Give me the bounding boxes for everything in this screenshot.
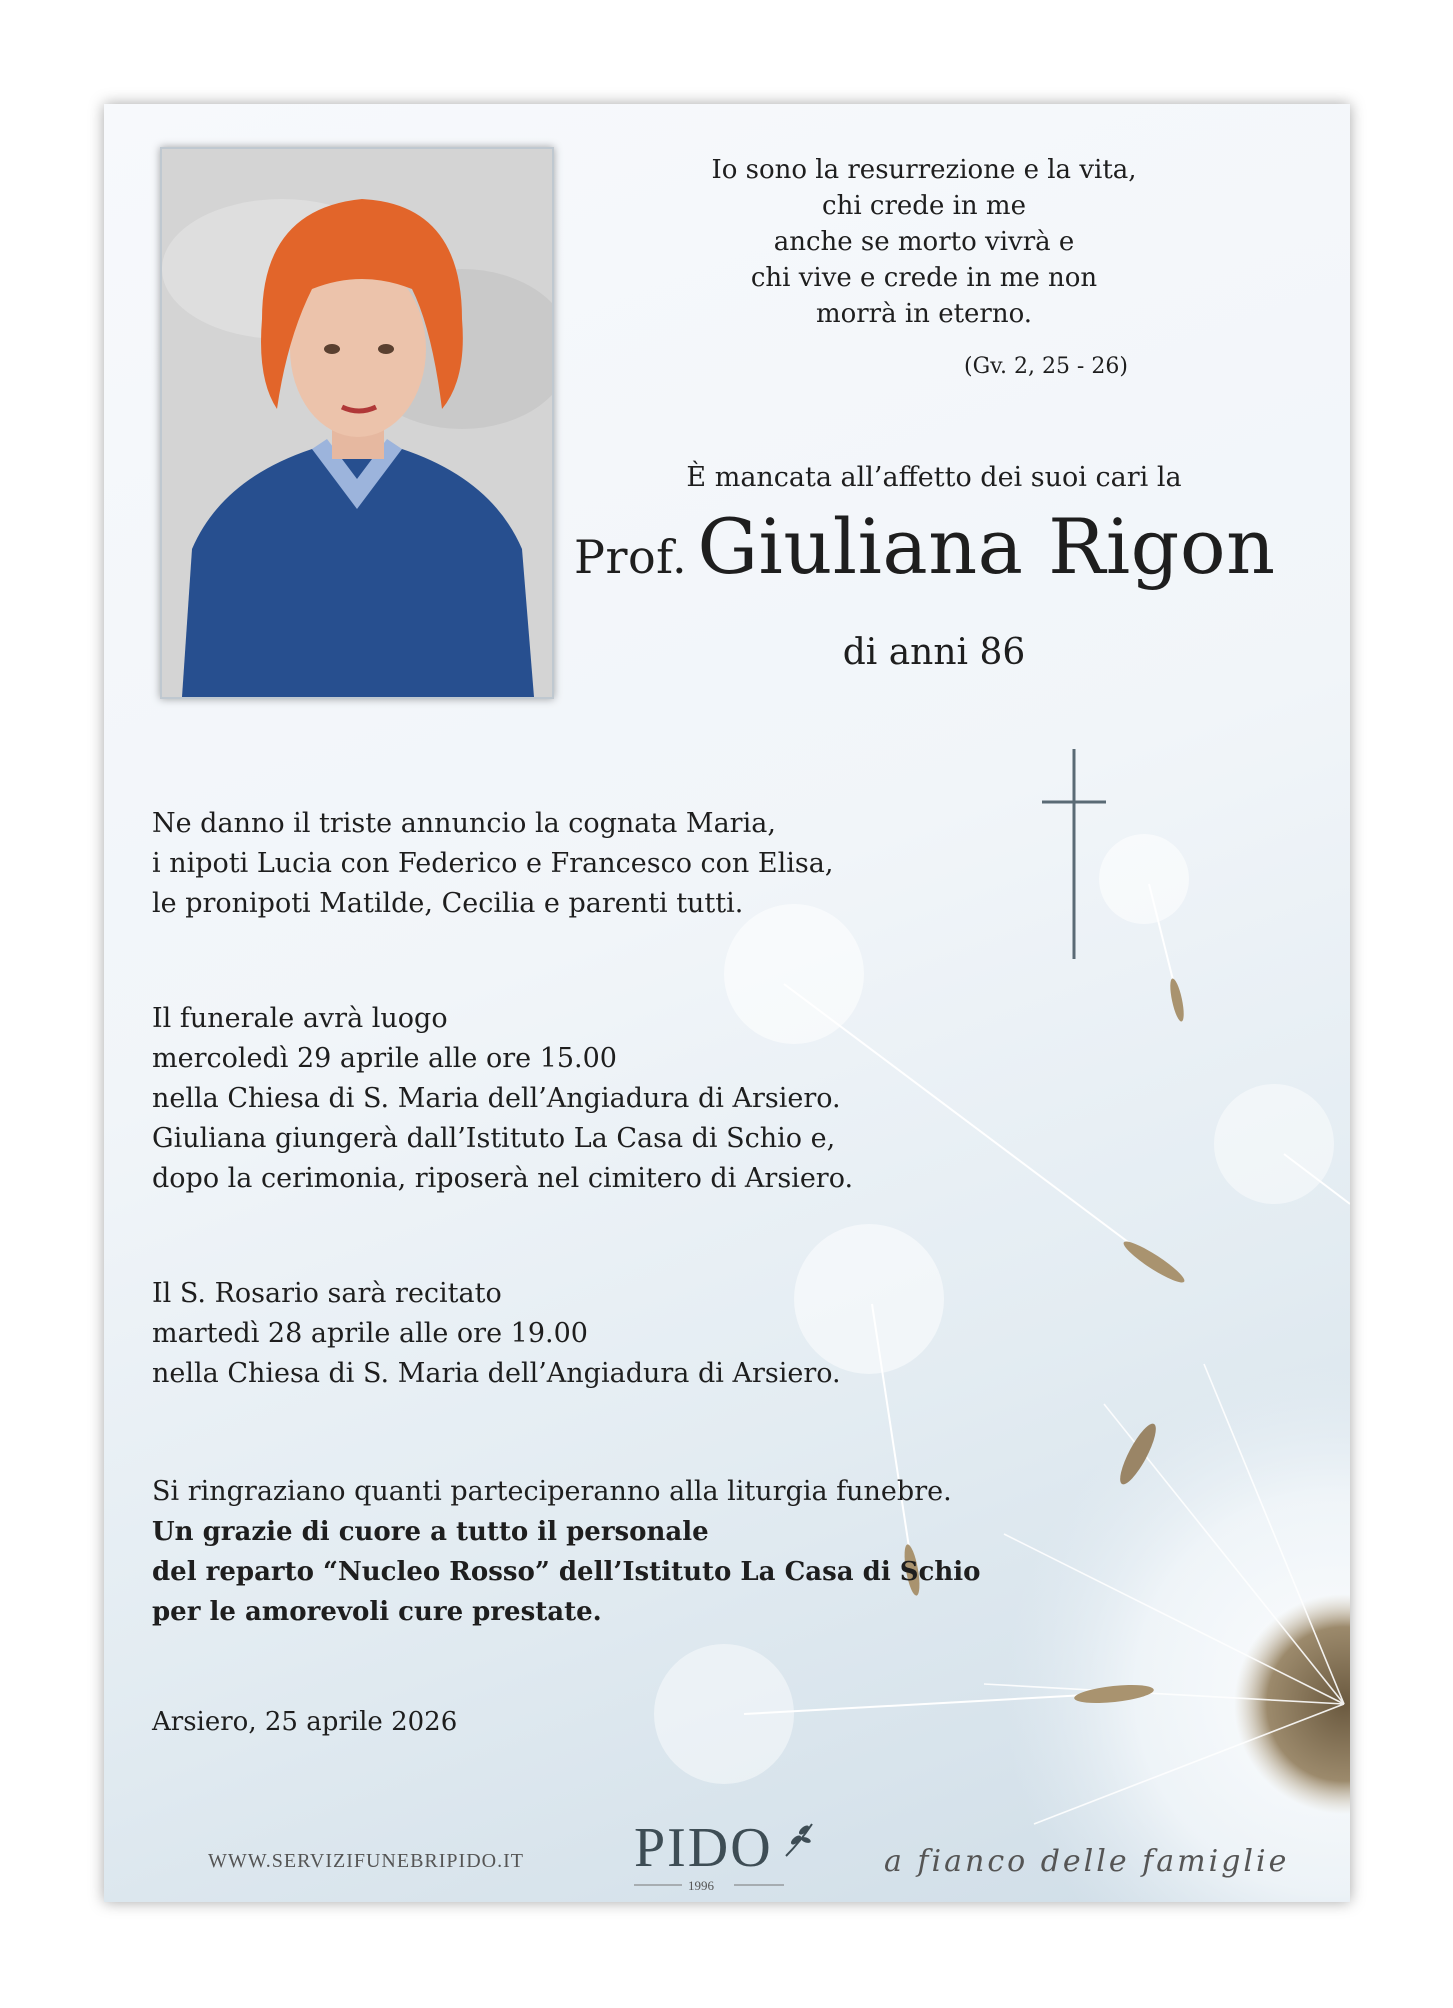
- text-line: Il S. Rosario sarà recitato: [152, 1278, 502, 1309]
- funeral-details: [152, 999, 972, 1199]
- deceased-title: Prof.: [574, 530, 688, 584]
- bible-quote: [664, 152, 1184, 332]
- quote-reference: (Gv. 2, 25 - 26): [964, 354, 1128, 379]
- text-line: nella Chiesa di S. Maria dell’Angiadura di Arsiero.: [152, 1358, 841, 1389]
- quote-line: chi crede in me: [822, 191, 1026, 221]
- tagline: a fianco delle famiglie: [884, 1844, 1290, 1879]
- text-line: Ne danno il triste annuncio la cognata Maria,: [152, 808, 776, 839]
- quote-line: chi vive e crede in me non: [750, 263, 1098, 293]
- obituary-card: [104, 104, 1350, 1902]
- place-date: Arsiero, 25 aprile 2026: [152, 1707, 458, 1737]
- family-announcement: [152, 804, 972, 924]
- announcement-intro: È mancata all’affetto dei suoi cari la: [686, 462, 1182, 493]
- deceased-age: di anni 86: [842, 632, 1026, 673]
- logo-text: PIDO: [634, 1817, 773, 1879]
- bold-line: Un grazie di cuore a tutto il personale: [152, 1517, 709, 1547]
- text-line: Giuliana giungerà dall’Istituto La Casa di Schio e,: [152, 1123, 836, 1154]
- text-line: dopo la cerimonia, riposerà nel cimitero di Arsiero.: [152, 1163, 854, 1194]
- logo-year: 1996: [688, 1878, 714, 1893]
- quote-line: anche se morto vivrà e: [773, 227, 1075, 257]
- pido-logo: [634, 1816, 814, 1896]
- quote-line: morrà in eterno.: [815, 299, 1033, 329]
- quote-line: Io sono la resurrezione e la vita,: [711, 155, 1137, 185]
- text-line: nella Chiesa di S. Maria dell’Angiadura di Arsiero.: [152, 1083, 841, 1114]
- olive-branch-icon: [782, 1820, 816, 1860]
- text-line: le pronipoti Matilde, Cecilia e parenti tutti.: [152, 888, 744, 919]
- deceased-name-line: [574, 502, 1314, 591]
- logo-divider: [634, 1884, 804, 1886]
- text-line: mercoledì 29 aprile alle ore 15.00: [152, 1043, 617, 1074]
- text-line: i nipoti Lucia con Federico e Francesco con Elisa,: [152, 848, 834, 879]
- portrait-photo: [160, 147, 554, 699]
- text-line: Il funerale avrà luogo: [152, 1003, 448, 1034]
- text-line: Si ringraziano quanti parteciperanno alla liturgia funebre.: [152, 1476, 952, 1507]
- bold-line: per le amorevoli cure prestate.: [152, 1597, 602, 1627]
- rosary-details: [152, 1274, 972, 1394]
- cross-icon: [1034, 744, 1114, 964]
- bold-line: del reparto “Nucleo Rosso” dell’Istituto La Casa di Schio: [152, 1557, 981, 1587]
- text-line: martedì 28 aprile alle ore 19.00: [152, 1318, 588, 1349]
- thanks-section: [152, 1472, 981, 1632]
- website-link[interactable]: WWW.SERVIZIFUNEBRIPIDO.IT: [208, 1850, 524, 1872]
- deceased-name: Giuliana Rigon: [697, 502, 1276, 591]
